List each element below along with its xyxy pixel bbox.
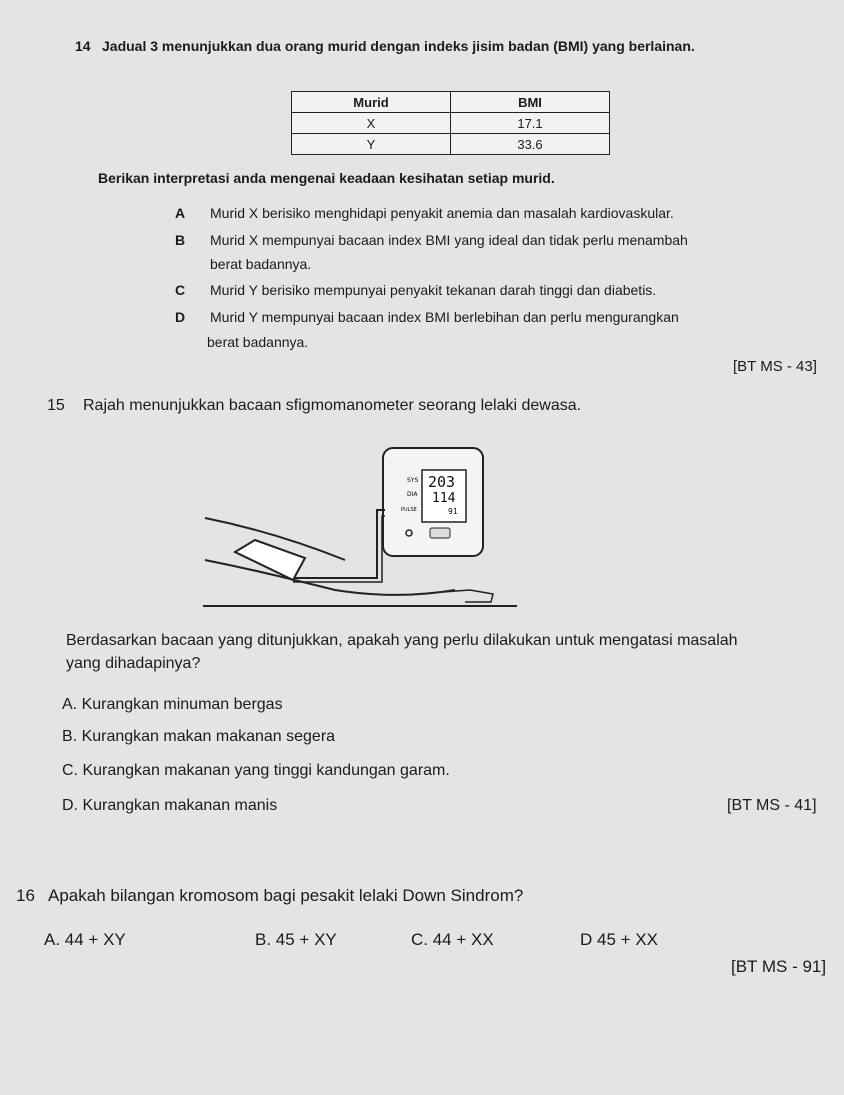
- table-cell: 17.1: [451, 113, 610, 134]
- q15-question-line2: yang dihadapinya?: [66, 655, 201, 672]
- q16-reference: [BT MS - 91]: [731, 957, 827, 976]
- q14-instruction: Berikan interpretasi anda mengenai keadaan kesihatan setiap murid.: [98, 170, 555, 186]
- q16-option-c: C. 44 + XX: [411, 930, 494, 949]
- q14-option-b-text: Murid X mempunyai bacaan index BMI yang ideal dan tidak perlu menambah: [210, 232, 688, 248]
- q15-question-line1: Berdasarkan bacaan yang ditunjukkan, apakah yang perlu dilakukan untuk mengatasi masalah: [66, 632, 738, 649]
- sphygmomanometer-illustration: [195, 440, 525, 615]
- q14-option-a-text: Murid X berisiko menghidapi penyakit anemia dan masalah kardiovaskular.: [210, 205, 674, 221]
- q15-option-c: C. Kurangkan makanan yang tinggi kandungan garam.: [62, 762, 450, 779]
- monitor-sys-value: 203: [428, 473, 456, 491]
- q14-option-c-text: Murid Y berisiko mempunyai penyakit tekanan darah tinggi dan diabetis.: [210, 282, 657, 298]
- monitor-pulse-label: PULSE: [401, 507, 417, 513]
- monitor-pulse-value: 91: [448, 507, 458, 516]
- table-cell: X: [292, 113, 451, 134]
- table-row: [292, 113, 610, 134]
- q14-reference: [BT MS - 43]: [733, 358, 817, 375]
- table-header-murid: Murid: [292, 92, 451, 113]
- monitor-dia-value: 114: [432, 491, 456, 506]
- q15-option-b: B. Kurangkan makan makanan segera: [62, 728, 336, 745]
- monitor-dia-label: DIA: [407, 491, 418, 498]
- table-header-bmi: BMI: [451, 92, 610, 113]
- monitor-sys-label: SYS: [407, 477, 419, 484]
- q14-option-d-text: Murid Y mempunyai bacaan index BMI berlebihan dan perlu mengurangkan: [210, 309, 679, 325]
- q15-option-a: A. Kurangkan minuman bergas: [62, 696, 283, 713]
- start-button-icon: [430, 528, 450, 538]
- q14-option-a-letter: A: [175, 205, 186, 221]
- q16-option-d: D 45 + XX: [580, 930, 658, 949]
- q14-option-b-text-cont: berat badannya.: [210, 256, 312, 272]
- table-header-row: [292, 92, 610, 113]
- q14-option-c-letter: C: [175, 282, 186, 298]
- q14-text: Jadual 3 menunjukkan dua orang murid dengan indeks jisim badan (BMI) yang berlainan.: [102, 38, 695, 54]
- q15-reference: [BT MS - 41]: [727, 797, 817, 814]
- table-cell: Y: [292, 134, 451, 155]
- q16-number: 16: [16, 886, 35, 905]
- q14-option-d-letter: D: [175, 309, 186, 325]
- q15-text: Rajah menunjukkan bacaan sfigmomanometer seorang lelaki dewasa.: [83, 397, 582, 414]
- q16-option-a: A. 44 + XY: [44, 930, 126, 949]
- q14-option-b-letter: B: [175, 232, 186, 248]
- table-row: [292, 134, 610, 155]
- q14-number: 14: [75, 38, 91, 54]
- q16-option-b: B. 45 + XY: [255, 930, 337, 949]
- q16-text: Apakah bilangan kromosom bagi pesakit lelaki Down Sindrom?: [48, 886, 524, 905]
- q15-number: 15: [47, 397, 65, 414]
- table-cell: 33.6: [451, 134, 610, 155]
- bmi-table: [291, 91, 610, 155]
- q15-option-d: D. Kurangkan makanan manis: [62, 797, 278, 814]
- hand-icon: [443, 590, 493, 602]
- q14-option-d-text-cont: berat badannya.: [207, 334, 309, 350]
